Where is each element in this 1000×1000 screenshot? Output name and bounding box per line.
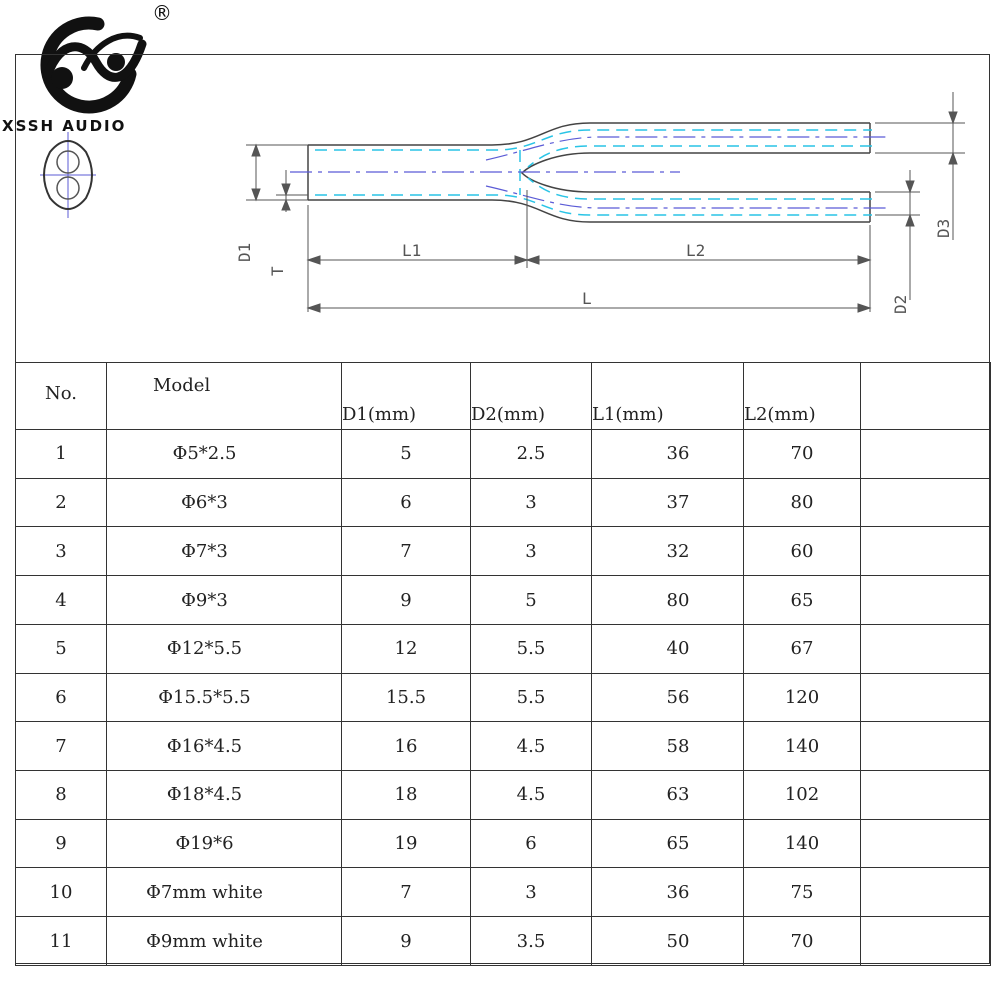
cross-section-icon: [40, 132, 96, 218]
header-l2: L2(mm): [744, 363, 861, 430]
cell-l2: 60: [744, 527, 861, 576]
cell-l1: 58: [592, 722, 744, 771]
table-row: [16, 527, 991, 576]
table-row: [16, 722, 991, 771]
cell-l1: 36: [592, 430, 744, 479]
spec-table: [15, 362, 991, 966]
cell-model: Φ6*3: [107, 478, 342, 527]
cell-d1: 9: [342, 576, 471, 625]
cell-extra: [861, 917, 991, 966]
cell-l2: 67: [744, 624, 861, 673]
cell-model: Φ7mm white: [107, 868, 342, 917]
cell-d1: 5: [342, 430, 471, 479]
dim-label-d1: D1: [235, 242, 254, 262]
cell-l2: 70: [744, 430, 861, 479]
cell-l1: 37: [592, 478, 744, 527]
cell-l1: 50: [592, 917, 744, 966]
cell-model: Φ5*2.5: [107, 430, 342, 479]
cell-no: 8: [16, 771, 107, 820]
cell-l2: 140: [744, 722, 861, 771]
cell-model: Φ9*3: [107, 576, 342, 625]
dimension-lines: [246, 92, 965, 312]
cell-extra: [861, 624, 991, 673]
cell-l2: 80: [744, 478, 861, 527]
cell-extra: [861, 527, 991, 576]
cell-d2: 3.5: [471, 917, 592, 966]
header-d1: D1(mm): [342, 363, 471, 430]
cell-d1: 7: [342, 868, 471, 917]
cell-model: Φ7*3: [107, 527, 342, 576]
cell-no: 6: [16, 673, 107, 722]
dim-label-d2: D2: [891, 294, 910, 314]
cell-no: 9: [16, 819, 107, 868]
registered-mark: ®: [152, 1, 172, 25]
cell-l2: 70: [744, 917, 861, 966]
cell-d2: 5.5: [471, 624, 592, 673]
cell-l2: 102: [744, 771, 861, 820]
brand-name: XSSH AUDIO: [2, 117, 127, 135]
cell-no: 1: [16, 430, 107, 479]
cell-no: 10: [16, 868, 107, 917]
dim-label-d3: D3: [934, 218, 953, 238]
table-row: [16, 673, 991, 722]
cell-d2: 4.5: [471, 722, 592, 771]
header-d2: D2(mm): [471, 363, 592, 430]
cell-extra: [861, 478, 991, 527]
table-row: [16, 430, 991, 479]
cell-no: 3: [16, 527, 107, 576]
dim-label-l1: L1: [402, 241, 422, 260]
cell-d2: 3: [471, 478, 592, 527]
cell-l2: 120: [744, 673, 861, 722]
cell-extra: [861, 868, 991, 917]
cell-l1: 32: [592, 527, 744, 576]
table-row: [16, 771, 991, 820]
center-lines: [290, 137, 890, 208]
cell-d1: 16: [342, 722, 471, 771]
cell-d1: 15.5: [342, 673, 471, 722]
cell-l1: 65: [592, 819, 744, 868]
cell-l1: 40: [592, 624, 744, 673]
header-l1: L1(mm): [592, 363, 744, 430]
cell-l1: 63: [592, 771, 744, 820]
cell-model: Φ15.5*5.5: [107, 673, 342, 722]
spec-table-body: [16, 430, 991, 966]
cell-extra: [861, 673, 991, 722]
cell-l2: 140: [744, 819, 861, 868]
cell-no: 11: [16, 917, 107, 966]
header-no: No.: [16, 363, 107, 430]
technical-drawing: [0, 0, 1000, 360]
cell-extra: [861, 722, 991, 771]
cell-d2: 5.5: [471, 673, 592, 722]
dim-label-l: L: [582, 289, 592, 308]
cell-d1: 9: [342, 917, 471, 966]
cell-extra: [861, 771, 991, 820]
table-header-row: [16, 363, 991, 430]
cell-l1: 36: [592, 868, 744, 917]
header-model: Model: [107, 363, 342, 430]
cell-d1: 19: [342, 819, 471, 868]
cell-d2: 2.5: [471, 430, 592, 479]
cell-d1: 18: [342, 771, 471, 820]
cell-d1: 12: [342, 624, 471, 673]
header-extra: [861, 363, 991, 430]
cell-model: Φ18*4.5: [107, 771, 342, 820]
cell-l2: 75: [744, 868, 861, 917]
cell-d2: 3: [471, 868, 592, 917]
cell-model: Φ9mm white: [107, 917, 342, 966]
cell-model: Φ16*4.5: [107, 722, 342, 771]
cell-d2: 3: [471, 527, 592, 576]
table-row: [16, 917, 991, 966]
cell-l1: 56: [592, 673, 744, 722]
cell-d2: 4.5: [471, 771, 592, 820]
cell-extra: [861, 430, 991, 479]
table-row: [16, 624, 991, 673]
cell-no: 7: [16, 722, 107, 771]
dim-label-l2: L2: [686, 241, 706, 260]
cell-d2: 6: [471, 819, 592, 868]
cell-extra: [861, 819, 991, 868]
cell-no: 2: [16, 478, 107, 527]
dim-label-t: T: [268, 266, 287, 276]
cell-model: Φ12*5.5: [107, 624, 342, 673]
cell-no: 5: [16, 624, 107, 673]
cell-no: 4: [16, 576, 107, 625]
cell-model: Φ19*6: [107, 819, 342, 868]
table-row: [16, 576, 991, 625]
cell-d1: 7: [342, 527, 471, 576]
cell-d1: 6: [342, 478, 471, 527]
table-row: [16, 478, 991, 527]
cell-extra: [861, 576, 991, 625]
table-row: [16, 868, 991, 917]
cell-l2: 65: [744, 576, 861, 625]
table-row: [16, 819, 991, 868]
inner-hidden-lines: [315, 130, 872, 215]
cell-d2: 5: [471, 576, 592, 625]
cell-l1: 80: [592, 576, 744, 625]
